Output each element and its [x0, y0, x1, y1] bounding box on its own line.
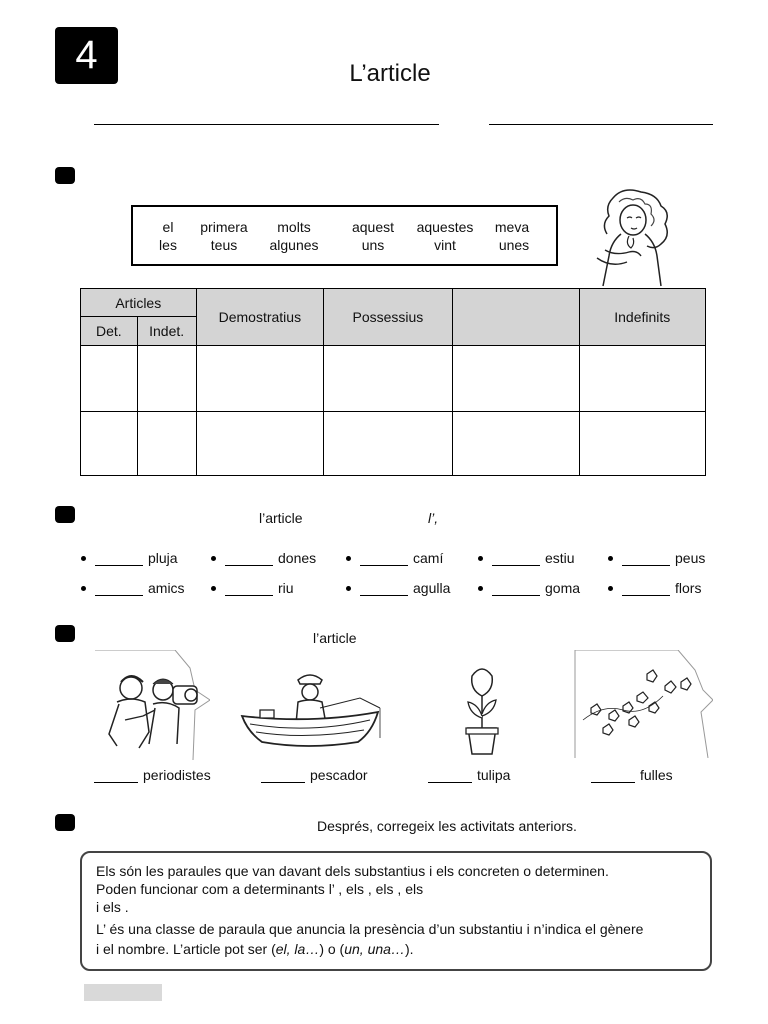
word: primera: [200, 219, 248, 235]
summary-line: i el nombre. L’article pot ser (el, la…) o (un, una…).: [96, 941, 414, 957]
answer-blank[interactable]: [95, 551, 143, 566]
table-cell[interactable]: [579, 411, 705, 475]
header-blank: [452, 289, 579, 346]
fill-item: agulla: [346, 580, 450, 596]
falling-leaves-illustration: [573, 650, 713, 758]
fill-item: riu: [211, 580, 294, 596]
unit-number-badge: 4: [55, 27, 118, 84]
word: teus: [210, 237, 238, 253]
word: aquest: [351, 219, 395, 235]
word: molts: [277, 219, 311, 235]
table-cell[interactable]: [324, 411, 453, 475]
exercise-4-marker: [55, 814, 75, 831]
apostrophe-fragment: l’,: [428, 510, 439, 526]
instruction-fragment: l’article: [259, 510, 303, 526]
header-det: Det.: [81, 317, 138, 346]
answer-blank[interactable]: [591, 768, 635, 783]
journalists-illustration: [95, 650, 210, 760]
fill-item: flors: [608, 580, 701, 596]
classification-table: [80, 288, 706, 476]
fisherman-boat-illustration: [240, 670, 390, 752]
answer-blank[interactable]: [622, 581, 670, 596]
name-line[interactable]: [94, 124, 439, 125]
picture-item: fulles: [591, 767, 673, 783]
summary-line: Poden funcionar com a determinants l’ , els , els , els: [96, 881, 424, 897]
answer-blank[interactable]: [225, 581, 273, 596]
fill-item: amics: [81, 580, 185, 596]
answer-blank[interactable]: [492, 581, 540, 596]
summary-line: L’ és una classe de paraula que anuncia la presència d’un substantiu i n’indica el gènere: [96, 921, 644, 937]
table-cell[interactable]: [137, 411, 196, 475]
table-cell[interactable]: [81, 411, 138, 475]
fill-item: estiu: [478, 550, 575, 566]
table-cell[interactable]: [452, 411, 579, 475]
summary-line: Els són les paraules que van davant dels substantius i els concreten o determinen.: [96, 863, 609, 879]
table-cell[interactable]: [452, 346, 579, 411]
fill-item: goma: [478, 580, 580, 596]
exercise-2-marker: [55, 506, 75, 523]
table-cell[interactable]: [137, 346, 196, 411]
table-cell[interactable]: [324, 346, 453, 411]
instruction-fragment: l’article: [313, 630, 357, 646]
answer-blank[interactable]: [428, 768, 472, 783]
exercise-1-marker: [55, 167, 75, 184]
word: unes: [498, 237, 530, 253]
word: vint: [434, 237, 456, 253]
header-demostratius: Demostratius: [196, 289, 324, 346]
answer-blank[interactable]: [225, 551, 273, 566]
table-cell[interactable]: [196, 411, 324, 475]
picture-item: tulipa: [428, 767, 510, 783]
exercise-3-marker: [55, 625, 75, 642]
thinking-girl-illustration: [583, 188, 688, 288]
header-articles: Articles: [81, 289, 197, 317]
word: aquestes: [416, 219, 474, 235]
table-cell[interactable]: [196, 346, 324, 411]
fill-item: dones: [211, 550, 316, 566]
word: el: [162, 219, 174, 235]
word: les: [159, 237, 177, 253]
answer-blank[interactable]: [622, 551, 670, 566]
header-possessius: Possessius: [324, 289, 453, 346]
word-box: [131, 205, 558, 266]
word: meva: [494, 219, 530, 235]
tulip-pot-illustration: [462, 668, 502, 756]
answer-blank[interactable]: [95, 581, 143, 596]
word: uns: [361, 237, 385, 253]
summary-box: [80, 851, 712, 971]
picture-item: periodistes: [94, 767, 211, 783]
header-indefinits: Indefinits: [579, 289, 705, 346]
word: algunes: [269, 237, 319, 253]
answer-blank[interactable]: [360, 551, 408, 566]
exercise-4-instruction: Després, corregeix les activitats anteriors.: [317, 818, 577, 834]
page-title: L’article: [349, 60, 431, 87]
fill-item: camí: [346, 550, 443, 566]
table-cell[interactable]: [81, 346, 138, 411]
fill-item: peus: [608, 550, 705, 566]
summary-line: i els .: [96, 899, 129, 915]
footer-bar: [84, 984, 162, 1001]
answer-blank[interactable]: [492, 551, 540, 566]
answer-blank[interactable]: [360, 581, 408, 596]
table-cell[interactable]: [579, 346, 705, 411]
answer-blank[interactable]: [94, 768, 138, 783]
picture-item: pescador: [261, 767, 368, 783]
answer-blank[interactable]: [261, 768, 305, 783]
header-indet: Indet.: [137, 317, 196, 346]
fill-item: pluja: [81, 550, 178, 566]
date-line[interactable]: [489, 124, 713, 125]
